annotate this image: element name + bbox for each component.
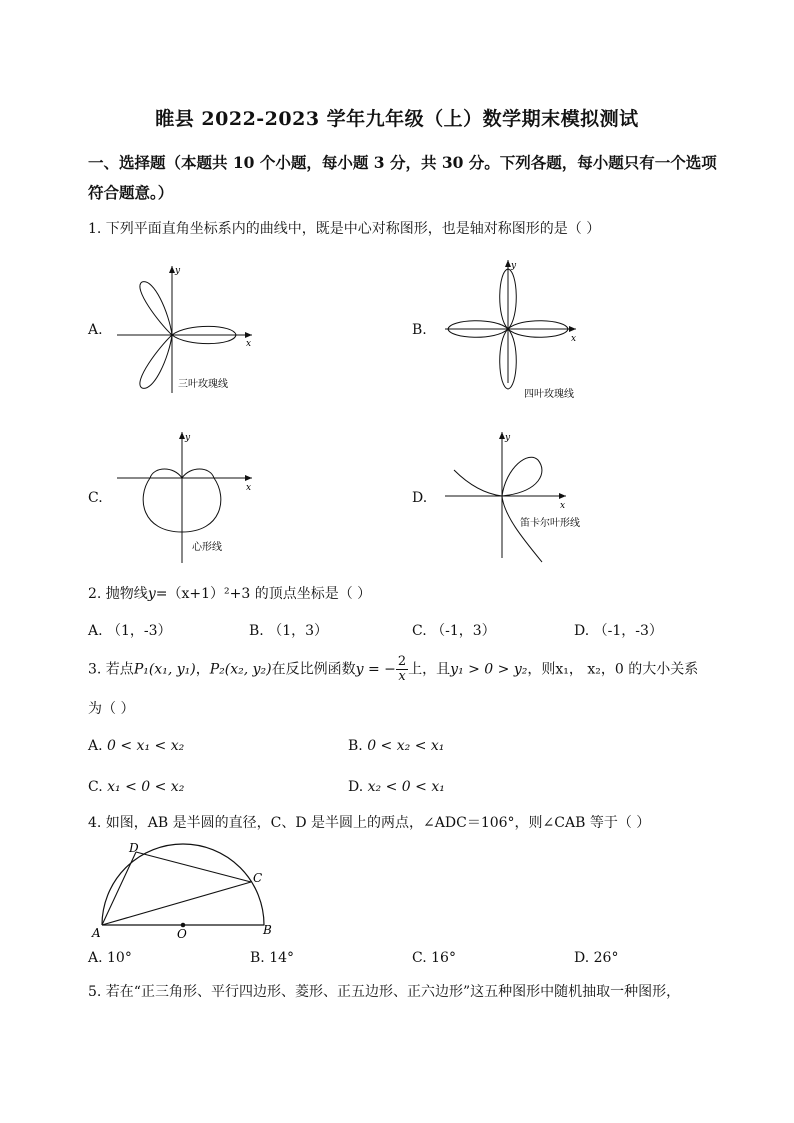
q1c-x-axis-label: x: [246, 483, 252, 493]
q4-option-a-label: A.: [88, 950, 103, 966]
q2-stem-rest: =（x+1）²+3 的顶点坐标是（ ）: [155, 586, 372, 602]
point-d-label: D: [129, 841, 139, 855]
section-heading: 一、选择题（本题共 10 个小题，每小题 3 分，共 30 分。下列各题，每小题只有一个选项符合题意。）: [88, 153, 717, 202]
point-a-label: A: [92, 926, 101, 940]
q3-stem-line2: 为（ ）: [88, 701, 135, 717]
q2-stem-prefix: 2. 抛物线: [88, 586, 148, 602]
q1a-x-axis-label: x: [246, 339, 252, 349]
q4-option-a: [88, 948, 132, 968]
q1a-caption: 三叶玫瑰线: [178, 379, 228, 390]
q2-option-c-text: （-1，3）: [431, 623, 496, 639]
q2-option-b: [249, 621, 328, 641]
q3-option-a-label: A.: [88, 738, 103, 754]
q3-option-c-label: C.: [88, 779, 103, 795]
q2-option-b-text: （1，3）: [268, 623, 329, 639]
q3-option-b-label: B.: [348, 738, 363, 754]
q3-point-p1: P₁(x₁, y₁): [133, 661, 196, 678]
q1b-y-axis-label: y: [511, 261, 517, 271]
q4-option-d-label: D.: [574, 950, 590, 966]
question-4-stem: 4. 如图，AB 是半圆的直径，C、D 是半圆上的两点，∠ADC＝106°，则∠CAB 等于（ ）: [88, 815, 651, 831]
q2-option-d-label: D.: [574, 623, 590, 639]
q4-option-a-text: 10°: [107, 950, 132, 966]
q3-stem-d: ，则x₁， x₂，0 的大小关系: [527, 661, 699, 678]
q1-option-c-label: C.: [88, 490, 103, 506]
q3-option-a-text: 0 < x₁ < x₂: [107, 738, 185, 754]
q3-stem-c: 上，且: [408, 661, 451, 678]
q2-option-a-label: A.: [88, 623, 103, 639]
q3-stem-a: 3. 若点: [88, 661, 134, 678]
q4-option-c-label: C.: [412, 950, 427, 966]
q2-stem-var: y: [147, 586, 156, 602]
four-leaf-rose-figure: [440, 255, 585, 403]
point-b-label: B: [263, 923, 272, 937]
q3-fraction: [396, 655, 408, 684]
q2-option-b-label: B.: [249, 623, 264, 639]
q4-option-b-label: B.: [250, 950, 265, 966]
q3-option-d-text: x₂ < 0 < x₁: [367, 779, 445, 795]
q3-option-b-text: 0 < x₂ < x₁: [367, 738, 445, 754]
point-o-label: O: [177, 927, 187, 941]
q1d-x-axis-label: x: [560, 501, 566, 511]
q1d-y-axis-label: y: [505, 433, 511, 443]
q4-option-d: [574, 948, 618, 968]
q2-option-c-label: C.: [412, 623, 427, 639]
q3-option-b: [348, 736, 444, 756]
q1b-x-axis-label: x: [571, 334, 577, 344]
q3-option-a: [88, 736, 184, 756]
q4-option-c-text: 16°: [431, 950, 456, 966]
q3-sep: ，: [195, 661, 210, 678]
q1c-caption: 心形线: [192, 542, 222, 553]
q3-point-p2: P₂(x₂, y₂): [209, 661, 272, 678]
question-5-stem: 5. 若在“正三角形、平行四边形、菱形、正五边形、正六边形”这五种图形中随机抽取一种图形，: [88, 984, 681, 1000]
q2-option-a-text: （1，-3）: [107, 623, 172, 639]
q1-option-d-label: D.: [412, 490, 428, 506]
cardioid-figure: [112, 428, 262, 570]
q3-condition: y₁ > 0 > y₂: [450, 661, 528, 678]
point-c-label: C: [253, 871, 263, 885]
three-leaf-rose-figure: [112, 258, 262, 398]
q3-option-c: [88, 777, 184, 797]
q2-option-d: [574, 621, 663, 641]
question-3-stem: [88, 655, 728, 684]
q4-option-d-text: 26°: [593, 950, 619, 966]
q3-option-d: [348, 777, 445, 797]
q4-option-b: [250, 948, 294, 968]
question-1-stem: 1. 下列平面直角坐标系内的曲线中，既是中心对称图形，也是轴对称图形的是（ ）: [88, 221, 601, 237]
q3-frac-num: 2: [397, 654, 407, 669]
q1-option-b-label: B.: [412, 322, 427, 338]
q1-option-a-label: A.: [88, 322, 103, 338]
q3-func: y = −: [355, 661, 396, 678]
q3-option-d-label: D.: [348, 779, 364, 795]
q2-option-a: [88, 621, 172, 641]
page-title: 睢县 2022-2023 学年九年级（上）数学期末模拟测试: [155, 108, 639, 130]
folium-of-descartes-figure: [440, 428, 585, 570]
q1a-y-axis-label: y: [175, 266, 181, 276]
q3-frac-den: x: [398, 669, 406, 684]
semicircle-figure: [88, 836, 288, 944]
q4-option-b-text: 14°: [269, 950, 295, 966]
q3-option-c-text: x₁ < 0 < x₂: [107, 779, 185, 795]
q4-option-c: [412, 948, 456, 968]
q2-option-c: [412, 621, 496, 641]
q1b-caption: 四叶玫瑰线: [524, 389, 574, 400]
question-2-stem: [88, 583, 728, 605]
q2-option-d-text: （-1，-3）: [593, 623, 663, 639]
q1d-caption: 笛卡尔叶形线: [520, 518, 580, 529]
q1c-y-axis-label: y: [185, 433, 191, 443]
q3-stem-b: 在反比例函数: [271, 661, 356, 678]
